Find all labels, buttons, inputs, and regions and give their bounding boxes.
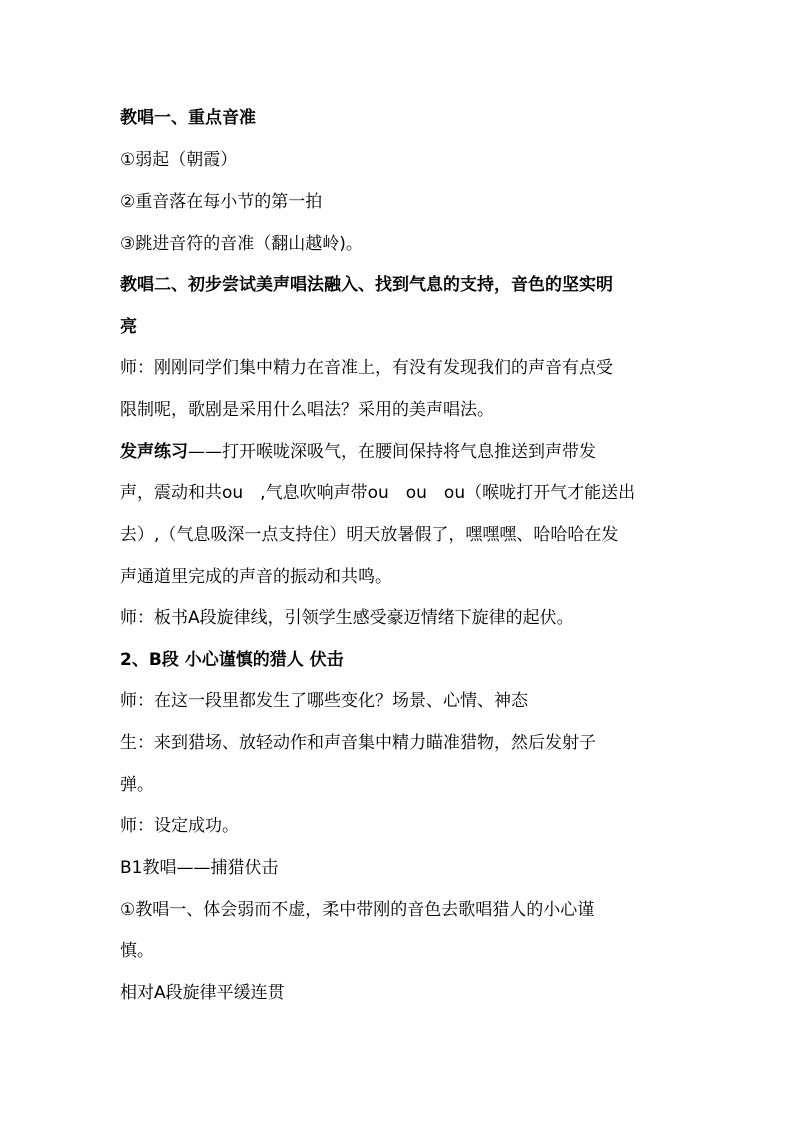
paragraph-line: 生：来到猎场、放轻动作和声音集中精力瞄准猎物，然后发射子 [120, 733, 596, 753]
heading-teach-one: 教唱一、重点音准 [120, 108, 256, 128]
list-item-2: ②重音落在每小节的第一拍 [120, 192, 323, 212]
paragraph-line: 弹。 [120, 775, 154, 795]
paragraph-line: 师：在这一段里都发生了哪些变化？场景、心情、神态 [120, 691, 528, 711]
paragraph-line: 师：刚刚同学们集中精力在音准上，有没有发现我们的声音有点受 [120, 358, 613, 378]
paragraph-line: ①教唱一、体会弱而不虚，柔中带刚的音色去歌唱猎人的小心谨 [120, 900, 595, 920]
paragraph-line: 声通道里完成的声音的振动和共鸣。 [120, 567, 392, 587]
heading-section-b: 2、B段 小心谨慎的猎人 伏击 [120, 650, 344, 670]
paragraph-line: 师：设定成功。 [120, 816, 239, 836]
paragraph-line: 慎。 [120, 941, 154, 961]
list-item-1: ①弱起（朝霞） [120, 150, 238, 170]
paragraph-line-vocal-exercise [120, 440, 700, 464]
paragraph-line: 师：板书A段旋律线，引领学生感受豪迈情绪下旋律的起伏。 [120, 608, 574, 628]
list-item-3: ③跳进音符的音准（翻山越岭)。 [120, 234, 363, 254]
heading-teach-two-cont: 亮 [120, 317, 137, 337]
heading-teach-two: 教唱二、初步尝试美声唱法融入、找到气息的支持，音色的坚实明 [120, 275, 613, 295]
paragraph-line: 声，震动和共ou ,气息吹响声带ou ou ou（喉咙打开气才能送出 [120, 483, 636, 503]
paragraph-line: 去）,（气息吸深一点支持住）明天放暑假了，嘿嘿嘿、哈哈哈在发 [120, 525, 619, 545]
paragraph-line: 相对A段旋律平缓连贯 [120, 983, 285, 1003]
vocal-exercise-label: 发声练习 [120, 442, 188, 462]
paragraph-line: B1教唱——捕猎伏击 [120, 858, 279, 878]
vocal-exercise-text: ——打开喉咙深吸气，在腰间保持将气息推送到声带发 [188, 442, 596, 462]
paragraph-line: 限制呢，歌剧是采用什么唱法？采用的美声唱法。 [120, 400, 494, 420]
